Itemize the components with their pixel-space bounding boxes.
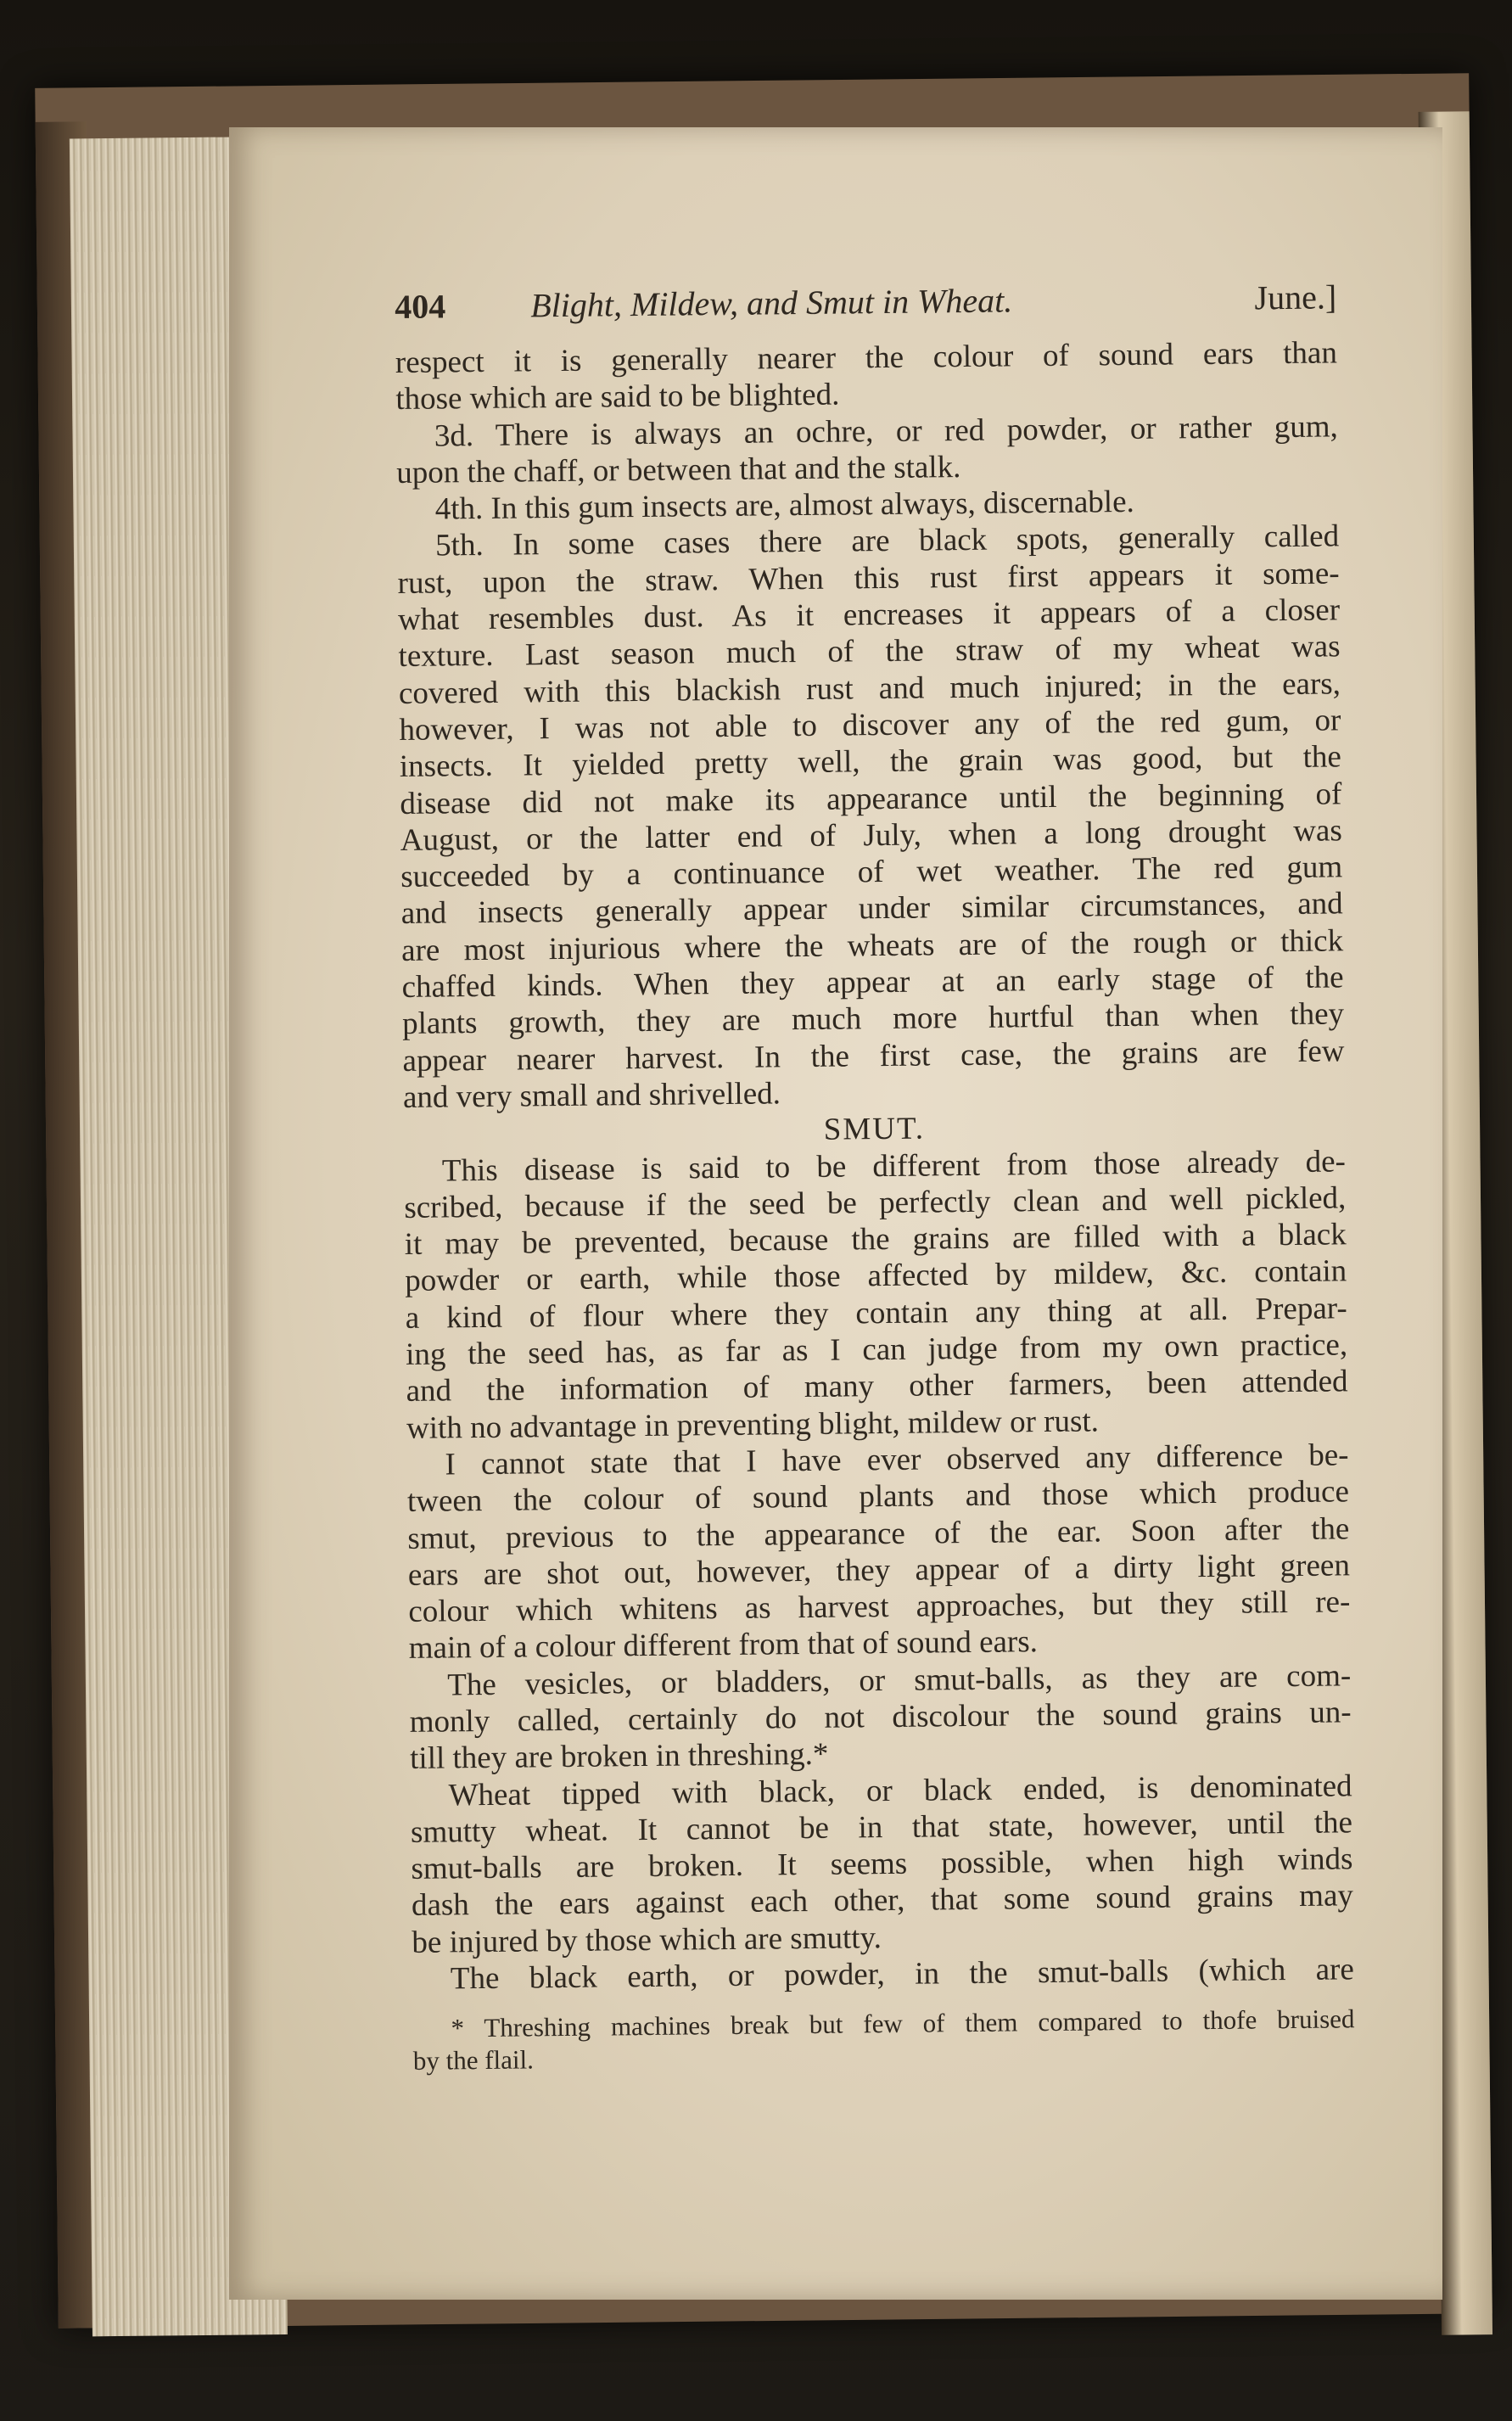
running-month: June.] bbox=[1254, 277, 1337, 317]
text-line: smutty wheat. It cannot be in that state, however, until the bbox=[410, 1805, 1353, 1850]
body-part-2 bbox=[404, 1143, 1354, 1998]
footnote-line: by the flail. bbox=[412, 2044, 535, 2076]
text-line: monly called, certainly do not discolour the sound grains un- bbox=[409, 1695, 1352, 1740]
text-line: August, or the latter end of July, when a long drought was bbox=[400, 813, 1342, 858]
text-line: and the information of many other farmers, been attended bbox=[406, 1364, 1348, 1409]
text-line: be injured by those which are smutty. bbox=[412, 1919, 882, 1960]
text-line: insects. It yielded pretty well, the grain was good, but the bbox=[399, 739, 1342, 785]
text-line: covered with this blackish rust and much injured; in the ears, bbox=[398, 666, 1341, 711]
text-line: appear nearer harvest. In the first case, the grains are few bbox=[402, 1033, 1345, 1079]
text-line: till they are broken in threshing.* bbox=[409, 1737, 829, 1777]
text-line: however, I was not able to discover any of the red gum, or bbox=[399, 703, 1341, 748]
section-heading: SMUT. bbox=[823, 1111, 926, 1147]
text-line: plants growth, they are much more hurtful than when they bbox=[401, 996, 1345, 1042]
text-line: The vesicles, or bladders, or smut-balls, as they are com- bbox=[447, 1657, 1352, 1703]
text-line: tween the colour of sound plants and those which produce bbox=[406, 1474, 1350, 1520]
footnote-line: * Threshing machines break but few of them compared to thofe bruised bbox=[451, 2003, 1355, 2043]
text-line: ing the seed has, as far as I can judge from my own practice, bbox=[405, 1327, 1348, 1372]
text-line: I cannot state that I have ever observed any difference be- bbox=[445, 1437, 1349, 1482]
text-line: are most injurious where the wheats are of the rough or thick bbox=[400, 923, 1344, 968]
text-line: 4th. In this gum insects are, almost always, discernable. bbox=[434, 485, 1134, 527]
text-line: disease did not make its appearance until the beginning of bbox=[400, 776, 1342, 821]
text-line: texture. Last season much of the straw of my wheat was bbox=[398, 629, 1341, 675]
text-line: scribed, because if the seed be perfectly clean and well pickled, bbox=[404, 1180, 1347, 1225]
text-line: those which are said to be blighted. bbox=[395, 377, 840, 418]
text-line: and insects generally appear under similar circumstances, and bbox=[400, 886, 1343, 932]
text-line: chaffed kinds. When they appear at an early stage of the bbox=[401, 960, 1344, 1006]
text-line: rust, upon the straw. When this rust first appears it some- bbox=[397, 556, 1340, 601]
text-line: main of a colour different from that of sound ears. bbox=[408, 1624, 1039, 1667]
body-part-1 bbox=[395, 334, 1345, 1116]
text-line: upon the chaff, or between that and the stalk. bbox=[396, 449, 961, 490]
page-header bbox=[395, 278, 1337, 336]
text-line: and very small and shrivelled. bbox=[402, 1076, 781, 1115]
text-line: it may be prevented, because the grains are filled with a black bbox=[404, 1217, 1347, 1263]
running-title: Blight, Mildew, and Smut in Wheat. bbox=[529, 281, 1013, 325]
page-number: 404 bbox=[394, 287, 446, 326]
text-line: ears are shot out, however, they appear of a dirty light green bbox=[407, 1548, 1351, 1593]
text-line: 3d. There is always an ochre, or red powder, or rather gum, bbox=[434, 408, 1338, 454]
text-line: colour which whitens as harvest approaches, but they still re- bbox=[408, 1584, 1351, 1630]
page-text bbox=[395, 278, 1355, 2077]
text-line: smut-balls are broken. It seems possible, when high winds bbox=[411, 1841, 1353, 1887]
text-line: succeeded by a continuance of wet weather. The red gum bbox=[400, 849, 1343, 895]
text-line: Wheat tipped with black, or black ended, is denominated bbox=[448, 1768, 1352, 1813]
text-line: dash the ears against each other, that some sound grains may bbox=[411, 1878, 1354, 1924]
text-line: 5th. In some cases there are black spots, generally called bbox=[434, 518, 1340, 563]
text-line: powder or earth, while those affected by mildew, &c. contain bbox=[405, 1253, 1347, 1299]
text-line: with no advantage in preventing blight, mildew or rust. bbox=[406, 1403, 1100, 1446]
text-line: The black earth, or powder, in the smut-balls (which are bbox=[450, 1952, 1355, 1997]
text-line: a kind of flour where they contain any thing at all. Prepar- bbox=[405, 1291, 1347, 1336]
text-line: what resembles dust. As it encreases it appears of a closer bbox=[397, 592, 1341, 638]
footnote bbox=[412, 2003, 1355, 2078]
text-line: smut, previous to the appearance of the ear. Soon after the bbox=[407, 1510, 1350, 1556]
text-line: This disease is said to be different from those already de- bbox=[441, 1143, 1347, 1189]
text-line: respect it is generally nearer the colour of sound ears than bbox=[395, 335, 1338, 380]
